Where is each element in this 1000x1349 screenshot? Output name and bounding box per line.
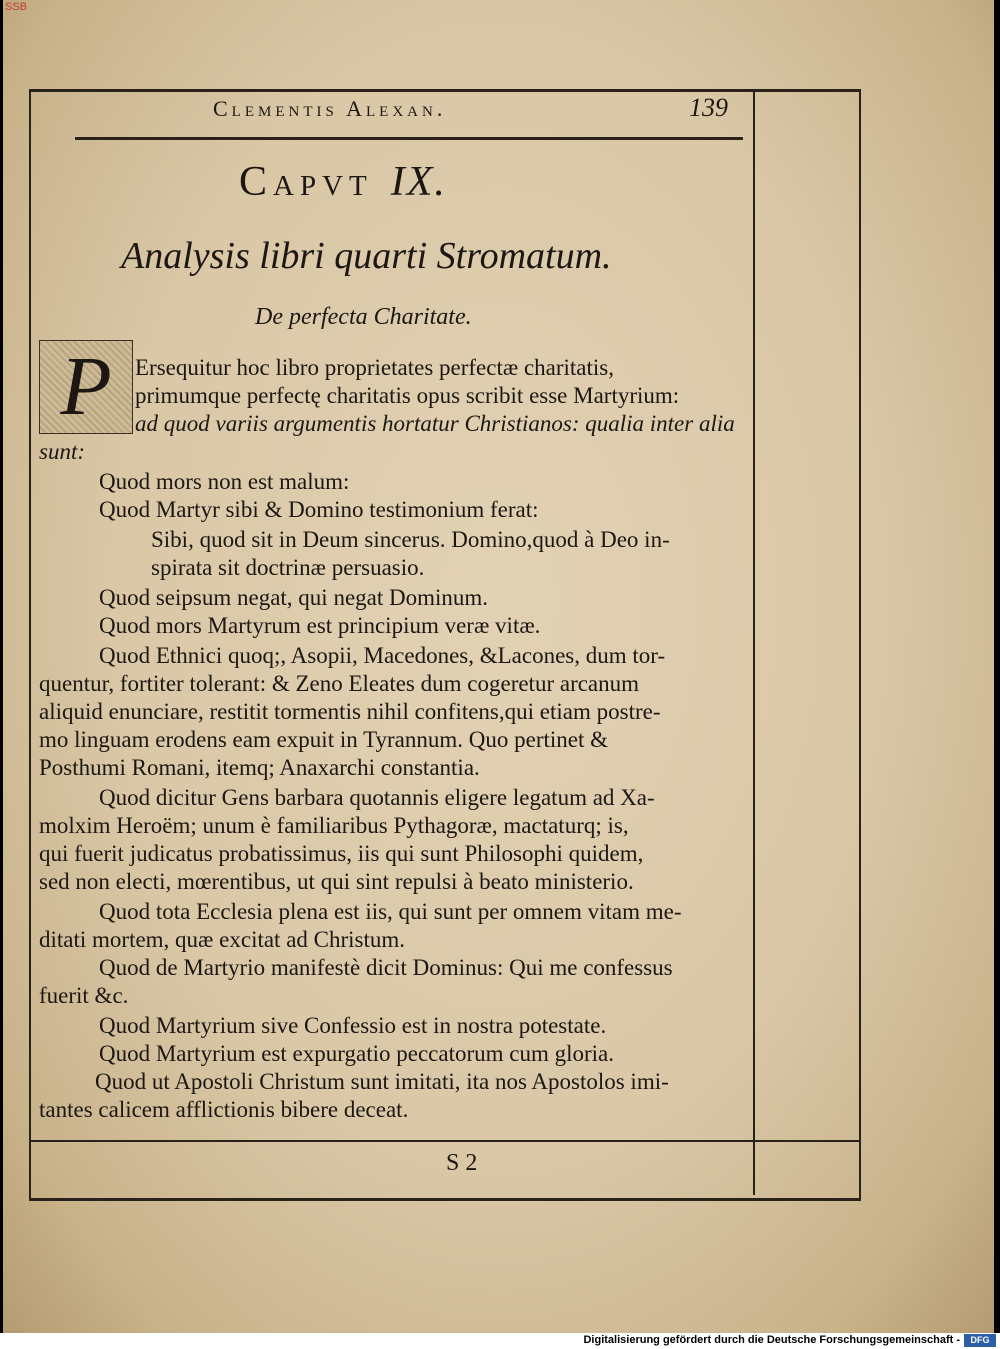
text-line: spirata sit doctrinæ persuasio. (151, 555, 425, 580)
dfg-logo: DFG (964, 1334, 996, 1347)
chapter-label: Capvt (239, 159, 373, 205)
text-line: ditati mortem, quæ excitat ad Christum. (39, 927, 406, 952)
text-line: qui fuerit judicatus probatissimus, iis qui sunt Philosophi quidem, (39, 841, 644, 866)
text-line: Quod mors non est malum: (99, 469, 350, 494)
text-line: Quod Martyrium est expurgatio peccatorum cum gloria. (99, 1041, 615, 1066)
decorated-initial (39, 340, 133, 434)
text-line: quentur, fortiter tolerant: & Zeno Eleates dum cogeretur arcanum (39, 671, 640, 696)
text-line: Quod Martyrium sive Confessio est in nostra potestate. (99, 1013, 607, 1038)
text-line: aliquid enunciare, restitit tormentis nihil confitens,qui etiam postre- (39, 699, 661, 724)
corner-mark: SSB (5, 1, 28, 13)
chapter-heading (239, 158, 447, 206)
footer-rule (29, 1140, 859, 1142)
text-line: Quod Martyr sibi & Domino testimonium ferat: (99, 497, 539, 522)
text-line: sed non electi, mœrentibus, ut qui sint repulsi à beato ministerio. (39, 869, 634, 894)
text-line: Quod de Martyrio manifestè dicit Dominus: Qui me confessus (99, 955, 673, 980)
text-line: mo linguam erodens eam expuit in Tyrannum. Quo pertinet & (39, 727, 609, 752)
book-page (3, 0, 994, 1333)
initial-letter: P (60, 340, 112, 433)
footer-bar (0, 1333, 1000, 1349)
text-line: Quod ut Apostoli Christum sunt imitati, ita nos Apostolos imi- (95, 1069, 669, 1094)
running-head: Clementis Alexan. (213, 96, 447, 121)
catchword: S 2 (446, 1150, 478, 1176)
text-line: Quod Ethnici quoq;, Asopii, Macedones, &Lacones, dum tor- (99, 643, 666, 668)
header-rule (75, 137, 743, 140)
text-line: Sibi, quod sit in Deum sincerus. Domino,quod à Deo in- (151, 527, 670, 552)
chapter-number: IX. (390, 159, 447, 205)
text-line: Quod seipsum negat, qui negat Dominum. (99, 585, 489, 610)
text-line: Quod dicitur Gens barbara quotannis eligere legatum ad Xa- (99, 785, 655, 810)
text-line: sunt: (39, 439, 85, 464)
footer-credit: Digitalisierung gefördert durch die Deutsche Forschungsgemeinschaft - (583, 1334, 960, 1346)
text-line: tantes calicem afflictionis bibere deceat. (39, 1097, 409, 1122)
text-line: Quod mors Martyrum est principium veræ vitæ. (99, 613, 541, 638)
text-line: fuerit &c. (39, 983, 129, 1008)
page-number: 139 (689, 93, 728, 122)
section-title: Analysis libri quarti Stromatum. (121, 235, 612, 277)
text-line: Ersequitur hoc libro proprietates perfectæ charitatis, (135, 355, 614, 380)
margin-rule (753, 89, 755, 1195)
text-line: primumque perfectę charitatis opus scribit esse Martyrium: (135, 383, 680, 408)
text-line: ad quod variis argumentis hortatur Christianos: qualia inter alia (135, 411, 735, 436)
text-line: molxim Heroëm; unum è familiaribus Pythagoræ, mactaturq; is, (39, 813, 629, 838)
text-line: Posthumi Romani, itemq; Anaxarchi constantia. (39, 755, 480, 780)
section-subtitle: De perfecta Charitate. (255, 304, 472, 330)
text-line: Quod tota Ecclesia plena est iis, qui sunt per omnem vitam me- (99, 899, 682, 924)
